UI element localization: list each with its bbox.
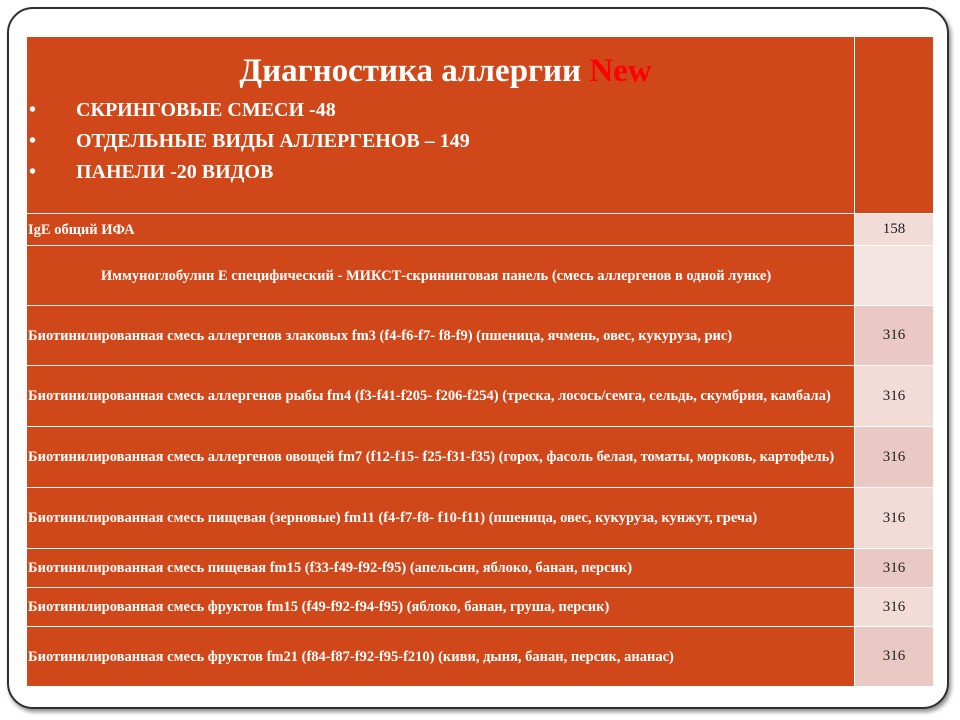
bullet-item: • ПАНЕЛИ -20 ВИДОВ (27, 157, 854, 188)
test-price: 158 (855, 214, 934, 246)
test-price: 316 (855, 549, 934, 588)
bullet-item: • СКРИНГОВЫЕ СМЕСИ -48 (27, 95, 854, 126)
allergy-price-table (26, 36, 934, 687)
test-name: Биотинилированная смесь фруктов fm21 (f84-f87-f92-f95-f210) (киви, дыня, банан, персик, ананас) (27, 627, 855, 687)
test-price: 316 (855, 366, 934, 427)
title-cell (27, 37, 855, 214)
test-name: Биотинилированная смесь фруктов fm15 (f49-f92-f94-f95) (яблоко, банан, груша, персик) (27, 588, 855, 627)
test-name: Биотинилированная смесь аллергенов рыбы fm4 (f3-f41-f205- f206-f254) (треска, лосось/семга, сельдь, скумбрия, камбала) (27, 366, 855, 427)
title-row (27, 37, 934, 214)
test-price: 316 (855, 306, 934, 366)
test-price: 316 (855, 488, 934, 549)
test-name: Биотинилированная смесь аллергенов овощей fm7 (f12-f15- f25-f31-f35) (горох, фасоль белая, томаты, морковь, картофель) (27, 427, 855, 488)
table-row (27, 549, 934, 588)
test-name: Биотинилированная смесь пищевая (зерновые) fm11 (f4-f7-f8- f10-f11) (пшеница, овес, кукуруза, кунжут, греча) (27, 488, 855, 549)
table-row (27, 366, 934, 427)
title-new-highlight: New (589, 53, 652, 89)
table-row (27, 588, 934, 627)
test-name: Биотинилированная смесь аллергенов злаковых fm3 (f4-f6-f7- f8-f9) (пшеница, ячмень, овес, кукуруза, рис) (27, 306, 855, 366)
test-price: 316 (855, 588, 934, 627)
test-name: Иммуноглобулин Е специфический - МИКСТ-скрининговая панель (смесь аллергенов в одной лунке) (27, 246, 855, 306)
table-row (27, 214, 934, 246)
bullet-icon: • (29, 99, 37, 121)
bullet-item: • ОТДЕЛЬНЫЕ ВИДЫ АЛЛЕРГЕНОВ – 149 (27, 126, 854, 157)
table-row (27, 306, 934, 366)
test-price (855, 246, 934, 306)
test-price: 316 (855, 627, 934, 687)
test-price: 316 (855, 427, 934, 488)
slide-title (27, 51, 854, 91)
title-main: Диагностика аллергии (239, 53, 582, 89)
table-row (27, 488, 934, 549)
title-side-cell (855, 37, 934, 214)
table-row (27, 246, 934, 306)
table-row (27, 627, 934, 687)
bullet-icon: • (29, 130, 37, 152)
table-row (27, 427, 934, 488)
test-name: IgE общий ИФА (27, 214, 855, 246)
test-name: Биотинилированная смесь пищевая fm15 (f33-f49-f92-f95) (апельсин, яблоко, банан, персик) (27, 549, 855, 588)
title-bullet-list (27, 95, 854, 188)
bullet-icon: • (29, 161, 37, 183)
